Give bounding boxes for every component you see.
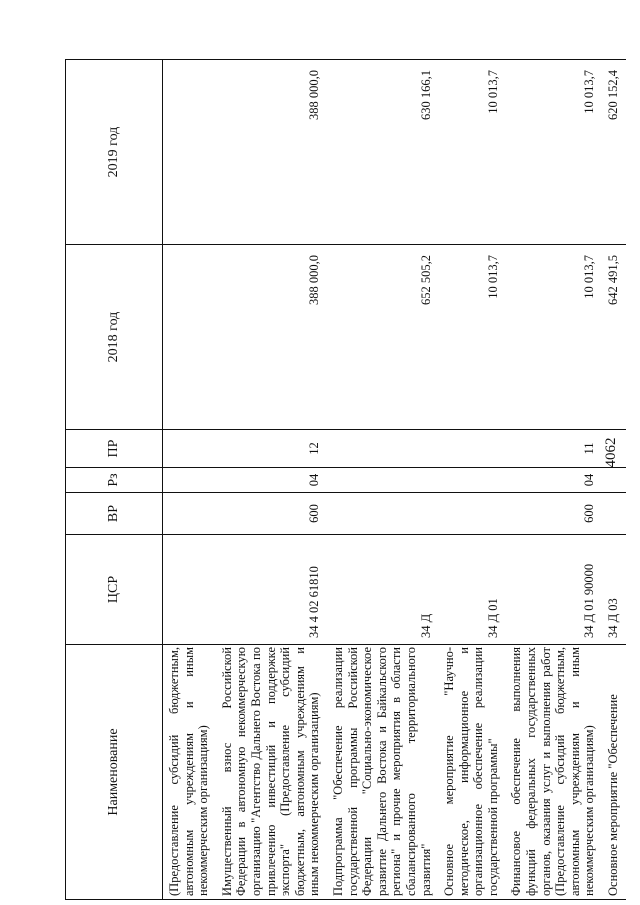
header-2018: 2018 год [66,245,163,430]
row-name: Финансовое обеспечение выполнения функций федеральных государственных органов, оказания услуг и выполнения работ (Предоставление субсидий бюджетным, автономным учреждениям и иным некоммерческим организациям) [505,645,602,900]
row-csr [163,535,216,645]
table-row [216,60,327,900]
budget-table [65,59,626,900]
table-row [505,60,602,900]
row-name: Основное мероприятие "Научно-методическое, информационное и организационное обеспечение реализации государственной программы" [438,645,505,900]
row-rz: 04 [505,468,602,493]
row-2019: 10 013,7 [438,60,505,245]
row-rz [438,468,505,493]
row-vr [163,493,216,535]
row-rz [327,468,438,493]
row-pr [163,430,216,468]
row-pr [602,430,626,468]
row-name: Имущественный взнос Российской Федерации в автономную некоммерческую организацию "Агентство Дальнего Востока по привлечению инвестиций и поддержке экспорта" (Предоставление субсидий бюджетным, автономным учреждениям и иным некоммерческим организациям) [216,645,327,900]
row-csr: 34 Д 01 90000 [505,535,602,645]
row-csr: 34 Д [327,535,438,645]
row-2018: 10 013,7 [438,245,505,430]
table-header-row [66,60,163,900]
header-csr: ЦСР [66,535,163,645]
table-row [163,60,216,900]
row-csr: 34 Д 03 [602,535,626,645]
row-2019: 388 000,0 [216,60,327,245]
row-rz [602,468,626,493]
row-2018: 642 491,5 [602,245,626,430]
row-name: (Предоставление субсидий бюджетным, автономным учреждениям и иным некоммерческим организациям) [163,645,216,900]
row-2018: 10 013,7 [505,245,602,430]
row-csr: 34 4 02 61810 [216,535,327,645]
row-csr: 34 Д 01 [438,535,505,645]
row-2019 [163,60,216,245]
row-rz [163,468,216,493]
row-2019: 620 152,4 [602,60,626,245]
header-name: Наименование [66,645,163,900]
row-vr [602,493,626,535]
row-pr [327,430,438,468]
row-name: Основное мероприятие "Обеспечение [602,645,626,900]
header-rz: Рз [66,468,163,493]
row-2019: 630 166,1 [327,60,438,245]
row-pr [438,430,505,468]
table-row [438,60,505,900]
row-2018 [163,245,216,430]
row-2018: 652 505,2 [327,245,438,430]
row-vr: 600 [216,493,327,535]
header-pr: ПР [66,430,163,468]
row-pr: 12 [216,430,327,468]
table-row [327,60,438,900]
row-name: Подпрограмма "Обеспечение реализации государственной программы Российской Федерации "Социально-экономическое развитие Дальнего Востока и Байкальского региона" и прочие мероприятия в области сбалансированного территориального развития" [327,645,438,900]
header-2019: 2019 год [66,60,163,245]
row-vr [438,493,505,535]
table-row [602,60,626,900]
row-vr: 600 [505,493,602,535]
row-rz: 04 [216,468,327,493]
row-pr: 11 [505,430,602,468]
page-number: 4062 [603,437,619,468]
row-vr [327,493,438,535]
header-vr: ВР [66,493,163,535]
row-2019: 10 013,7 [505,60,602,245]
row-2018: 388 000,0 [216,245,327,430]
